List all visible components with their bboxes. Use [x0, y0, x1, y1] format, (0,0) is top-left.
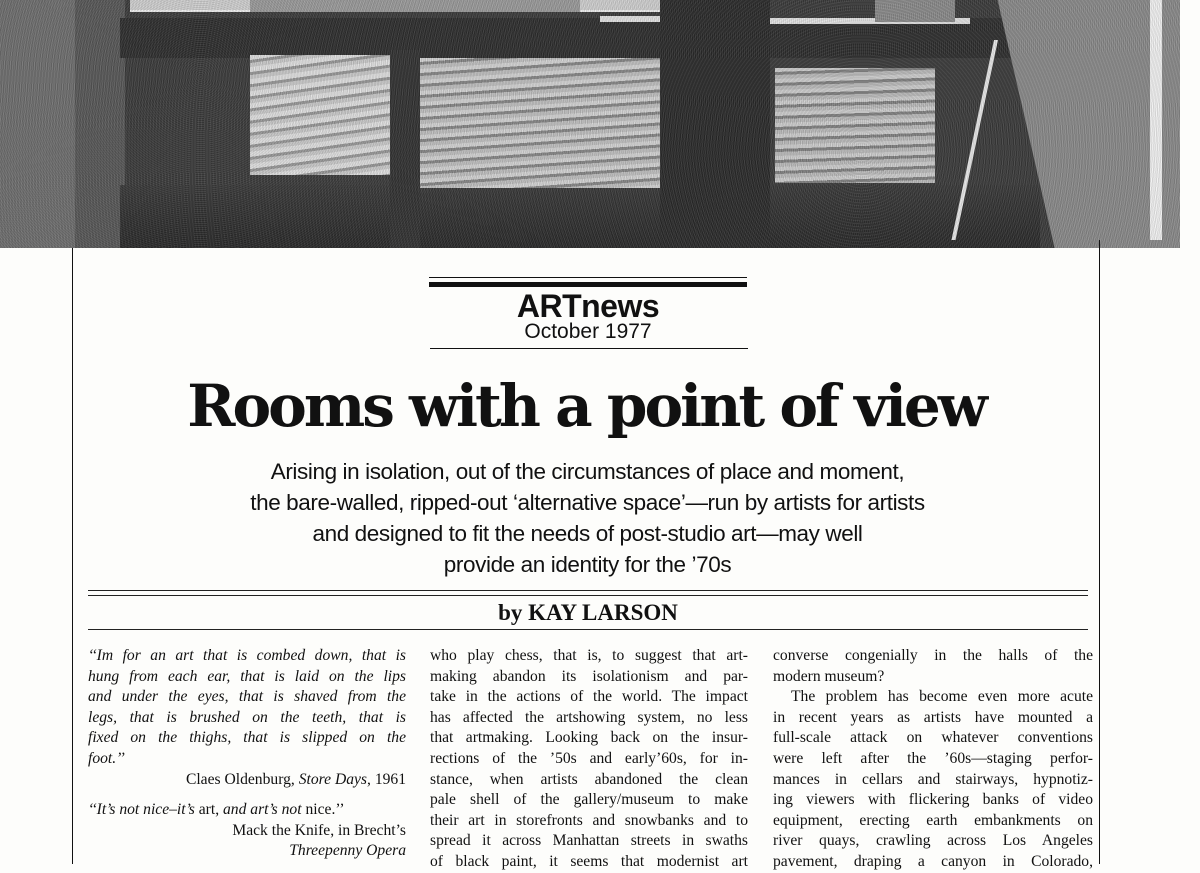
- epigraph-brecht: [88, 800, 406, 821]
- byline-rule: [88, 590, 1088, 591]
- magazine-name: ARTnews: [516, 288, 660, 324]
- text-line: spread it across Manhattan streets in swaths: [430, 832, 748, 850]
- text-line: making abandon its isolationism and par-: [430, 667, 748, 685]
- epigraph-attribution: [88, 770, 406, 791]
- text-line: their art in storefronts and snowbanks and to: [430, 811, 748, 829]
- attribution-author: Claes Oldenburg,: [185, 770, 299, 788]
- epigraph-attribution: Mack the Knife, in Brecht’s: [232, 821, 406, 839]
- text-line: pale shell of the gallery/museum to make: [430, 791, 748, 809]
- photo-grain: [0, 0, 1180, 248]
- header-photograph: [0, 0, 1180, 248]
- deck-line: provide an identity for the ’70s: [443, 552, 732, 577]
- column-2-body: [430, 646, 748, 873]
- article-frame-left: [72, 248, 73, 864]
- article-deck: [150, 456, 1025, 580]
- text-line: take in the actions of the world. The impact: [430, 688, 748, 706]
- text-line: who play chess, that is, to suggest that art-: [430, 647, 748, 664]
- quote-part: nice.’’: [305, 801, 345, 819]
- text-line: of black paint, it seems that modernist art: [430, 852, 748, 870]
- column-1-epigraphs: [88, 646, 406, 862]
- deck-line: Arising in isolation, out of the circumstances of place and moment,: [270, 459, 905, 484]
- text-line: stance, when artists abandoned the clean: [430, 770, 748, 788]
- deck-line: and designed to fit the needs of post-studio art—may well: [312, 521, 863, 546]
- text-line: fixed on the thighs, that is slipped on the: [88, 729, 406, 747]
- quote-part: and art’s not: [223, 801, 306, 819]
- text-line: The problem has become even more acute: [791, 688, 1093, 706]
- masthead-rule-thick: [429, 282, 747, 287]
- text-line: river quays, crawling across Los Angeles: [773, 832, 1093, 850]
- epigraph-oldenburg: [88, 646, 406, 770]
- byline: by KAY LARSON: [498, 600, 678, 625]
- text-line: converse congenially in the halls of the: [773, 647, 1093, 664]
- text-line: that artmaking. Looking back on the insur-: [430, 729, 748, 747]
- text-line: legs, that is brushed on the teeth, that is: [88, 708, 406, 726]
- byline-rule: [88, 595, 1088, 596]
- text-line: were left after the ’60s—staging perfor-: [773, 749, 1093, 767]
- text-line: in recent years as artists have mounted a: [773, 708, 1093, 726]
- masthead-rule: [429, 277, 747, 278]
- text-line: and under the eyes, that is shaved from the: [88, 688, 406, 706]
- attribution-work: Threepenny Opera: [289, 842, 406, 860]
- text-line: ing viewers with flickering banks of video: [773, 791, 1093, 809]
- text-line: rections of the ’50s and early’60s, for in-: [430, 749, 748, 767]
- text-line: ‘‘Im for an art that is combed down, that is: [88, 647, 406, 664]
- deck-line: the bare-walled, ripped-out ‘alternative space’—run by artists for artists: [250, 490, 925, 515]
- epigraph-attribution: [88, 841, 406, 862]
- quote-part: art,: [198, 801, 223, 819]
- column-3-body: [773, 646, 1093, 873]
- text-line: modern museum?: [773, 667, 885, 685]
- text-line: hung from each ear, that is laid on the lips: [88, 667, 406, 685]
- attribution-year: , 1961: [367, 770, 406, 788]
- text-line: foot.’’: [88, 749, 125, 767]
- article-headline: Rooms with a point of view: [187, 372, 985, 440]
- article-frame-right: [1099, 240, 1100, 864]
- attribution-work: Store Days: [298, 770, 368, 788]
- text-line: has affected the artshowing system, no less: [430, 708, 748, 726]
- text-line: pavement, draping a canyon in Colorado,: [773, 852, 1093, 870]
- byline-rule: [88, 629, 1088, 630]
- quote-part: ‘‘It’s not nice–it’s: [88, 801, 199, 819]
- text-line: full-scale attack on whatever conventions: [773, 729, 1093, 747]
- issue-date: October 1977: [524, 320, 652, 343]
- text-line: equipment, erecting earth embankments on: [773, 811, 1093, 829]
- masthead-rule: [430, 348, 748, 349]
- text-line: mances in cellars and stairways, hypnotiz-: [773, 770, 1093, 788]
